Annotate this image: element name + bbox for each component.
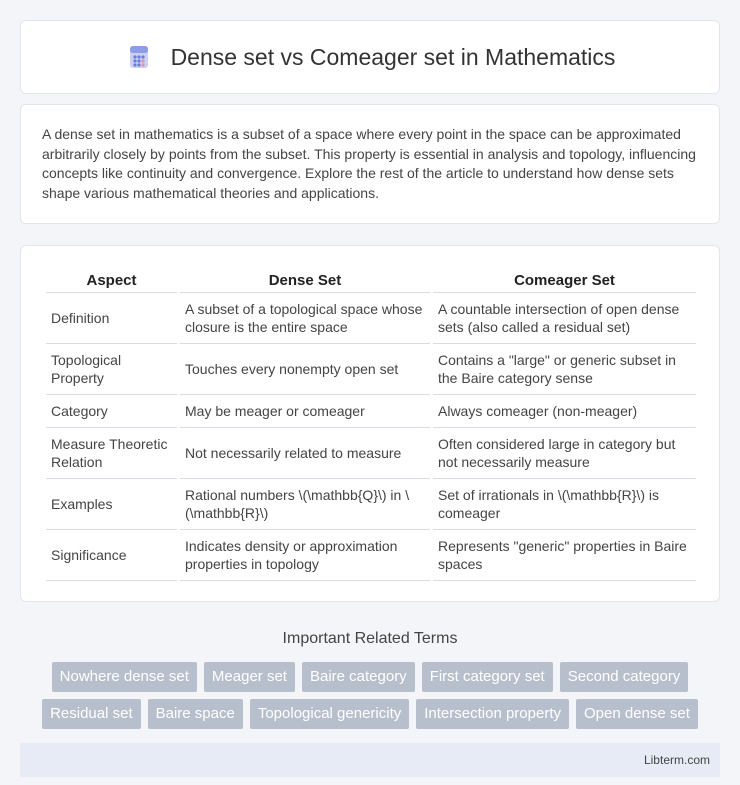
header-dense-set: Dense Set	[180, 266, 430, 293]
cell-aspect: Significance	[46, 530, 177, 581]
intro-card	[20, 104, 720, 224]
tag-meager-set[interactable]: Meager set	[204, 662, 295, 692]
comparison-card	[20, 245, 720, 602]
cell-aspect: Topological Property	[46, 344, 177, 395]
tag-baire-space[interactable]: Baire space	[148, 699, 243, 729]
table-row	[46, 395, 696, 428]
cell-aspect: Examples	[46, 479, 177, 530]
header-comeager-set: Comeager Set	[433, 266, 696, 293]
table-header-row	[46, 266, 696, 293]
comparison-table	[43, 266, 699, 581]
cell-dense: A subset of a topological space whose closure is the entire space	[180, 293, 430, 344]
tag-residual-set[interactable]: Residual set	[42, 699, 141, 729]
cell-aspect: Definition	[46, 293, 177, 344]
related-terms-title: Important Related Terms	[282, 630, 458, 647]
table-row	[46, 479, 696, 530]
cell-comeager: A countable intersection of open dense sets (also called a residual set)	[433, 293, 696, 344]
tag-second-category[interactable]: Second category	[560, 662, 689, 692]
table-row	[46, 344, 696, 395]
cell-comeager: Always comeager (non-meager)	[433, 395, 696, 428]
cell-comeager: Set of irrationals in \(\mathbb{R}\) is comeager	[433, 479, 696, 530]
intro-text: A dense set in mathematics is a subset of a space where every point in the space can be approximated arbitrarily closely by points from the subset. This property is essential in analysis and topology, influencing concepts like continuity and convergence. Explore the rest of the article to understand how dense sets shape various mathematical theories and applications.	[42, 126, 696, 201]
cell-dense: Rational numbers \(\mathbb{Q}\) in \(\mathbb{R}\)	[180, 479, 430, 530]
table-row	[46, 293, 696, 344]
tag-open-dense-set[interactable]: Open dense set	[576, 699, 698, 729]
cell-dense: May be meager or comeager	[180, 395, 430, 428]
tag-topological-genericity[interactable]: Topological genericity	[250, 699, 409, 729]
calculator-icon	[125, 43, 153, 71]
table-row	[46, 530, 696, 581]
page-title: Dense set vs Comeager set in Mathematics	[170, 43, 616, 70]
cell-comeager: Often considered large in category but not necessarily measure	[433, 428, 696, 479]
header-card	[20, 20, 720, 94]
cell-comeager: Contains a "large" or generic subset in the Baire category sense	[433, 344, 696, 395]
related-terms-tags	[20, 662, 720, 729]
footer	[20, 743, 720, 777]
tag-first-category-set[interactable]: First category set	[422, 662, 553, 692]
header-aspect: Aspect	[46, 266, 177, 293]
tag-intersection-property[interactable]: Intersection property	[416, 699, 569, 729]
cell-dense: Not necessarily related to measure	[180, 428, 430, 479]
related-terms-section	[20, 630, 720, 729]
table-row	[46, 428, 696, 479]
cell-dense: Indicates density or approximation properties in topology	[180, 530, 430, 581]
cell-comeager: Represents "generic" properties in Baire spaces	[433, 530, 696, 581]
cell-aspect: Category	[46, 395, 177, 428]
tag-nowhere-dense-set[interactable]: Nowhere dense set	[52, 662, 197, 692]
footer-brand-link[interactable]: Libterm.com	[643, 753, 710, 767]
cell-dense: Touches every nonempty open set	[180, 344, 430, 395]
cell-aspect: Measure Theoretic Relation	[46, 428, 177, 479]
tag-baire-category[interactable]: Baire category	[302, 662, 415, 692]
